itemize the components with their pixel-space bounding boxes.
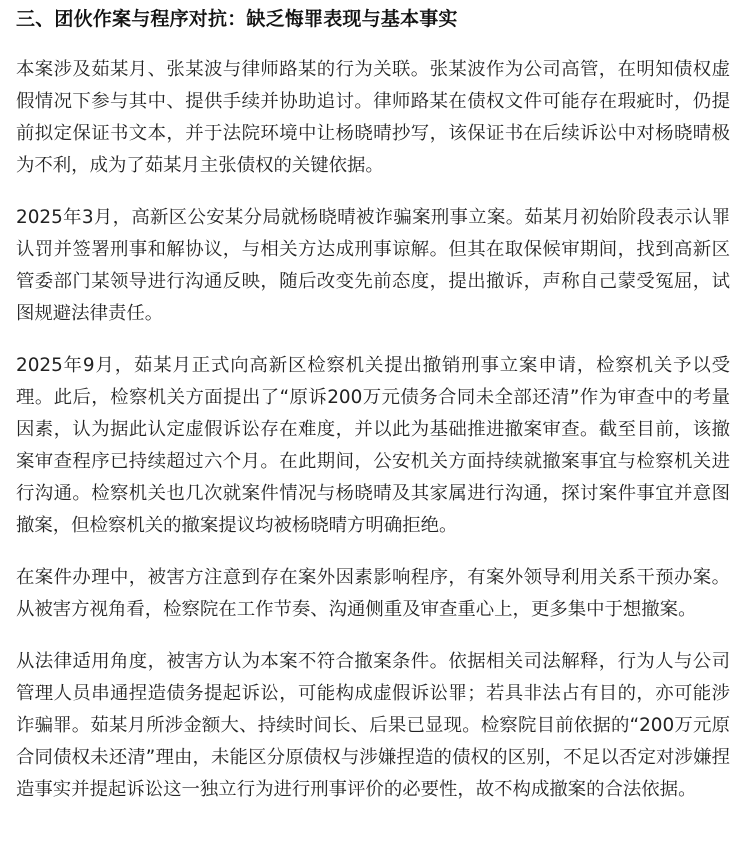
paragraph-involved-parties: 本案涉及茹某月、张某波与律师路某的行为关联。张某波作为公司高管，在明知债权虚假情况下参与其中、提供手续并协助追讨。律师路某在债权文件可能存在瑕疵时，仍提前拟定保证书文本，并于法院环境中让杨晓晴抄写，该保证书在后续诉讼中对杨晓晴极为不利，成为了茹某月主张债权的关键依据。: [16, 59, 730, 176]
paragraph-external-interference: 在案件办理中，被害方注意到存在案外因素影响程序，有案外领导利用关系干预办案。从被害方视角看，检察院在工作节奏、沟通侧重及审查重心上，更多集中于想撤案。: [16, 567, 730, 620]
paragraph-legal-analysis: 从法律适用角度，被害方认为本案不符合撤案条件。依据相关司法解释，行为人与公司管理人员串通捏造债务提起诉讼，可能构成虚假诉讼罪；若具非法占有目的，亦可能涉诈骗罪。茹某月所涉金额大、持续时间长、后果已显现。检察院目前依据的“200万元原合同债权未还清”理由，未能区分原债权与涉嫌捏造的债权的区别，不足以否定对涉嫌捏造事实并提起诉讼这一独立行为进行刑事评价的必要性，故不构成撤案的合法依据。: [16, 651, 730, 800]
section-heading: 三、团伙作案与程序对抗：缺乏悔罪表现与基本事实: [16, 8, 458, 30]
paragraph-case-filing: 2025年3月，高新区公安某分局就杨晓晴被诈骗案刑事立案。茹某月初始阶段表示认罪认罚并签署刑事和解协议，与相关方达成刑事谅解。但其在取保候审期间，找到高新区管委部门某领导进行沟通反映，随后改变先前态度，提出撤诉，声称自己蒙受冤屈，试图规避法律责任。: [16, 207, 730, 324]
paragraph-withdrawal-application: 2025年9月，茹某月正式向高新区检察机关提出撤销刑事立案申请，检察机关予以受理。此后，检察机关方面提出了“原诉200万元债务合同未全部还清”作为审查中的考量因素，认为据此认定虚假诉讼存在难度，并以此为基础推进撤案审查。截至目前，该撤案审查程序已持续超过六个月。在此期间，公安机关方面持续就撤案事宜与检察机关进行沟通。检察机关也几次就案件情况与杨晓晴及其家属进行沟通，探讨案件事宜并意图撤案，但检察机关的撤案提议均被杨晓晴方明确拒绝。: [16, 355, 730, 536]
